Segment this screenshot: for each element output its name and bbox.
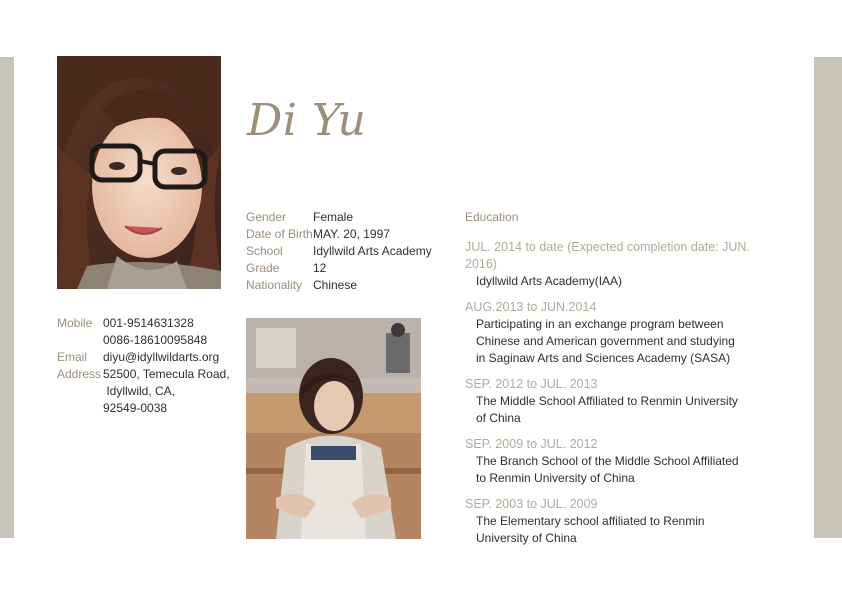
contact-row-address-3: [57, 400, 230, 417]
address-line: Idyllwild, CA,: [103, 384, 176, 398]
info-value: Idyllwild Arts Academy: [313, 244, 432, 258]
contact-label: Address: [57, 367, 102, 381]
mobile-number: 001-9514631328: [103, 316, 194, 330]
education-section: [465, 209, 785, 556]
info-value: 12: [313, 261, 327, 275]
info-label: School: [246, 244, 283, 258]
email-address[interactable]: diyu@idyllwildarts.org: [103, 350, 220, 364]
education-desc: The Middle School Affiliated to Renmin University: [476, 394, 738, 408]
info-label: Grade: [246, 261, 280, 275]
education-desc: Chinese and American government and studying: [476, 334, 735, 348]
info-row-nationality: [246, 277, 432, 294]
portrait-photo: [57, 56, 221, 289]
right-decor-band: [814, 57, 842, 538]
contact-label: Email: [57, 350, 88, 364]
info-row-gender: [246, 209, 432, 226]
education-entry: [465, 436, 785, 487]
education-desc: University of China: [476, 531, 577, 545]
info-row-dob: [246, 226, 432, 243]
mobile-number: 0086-18610095848: [103, 333, 208, 347]
education-date: JUL. 2014 to date (Expected completion date: JUN. 2016): [465, 240, 750, 271]
personal-info: [246, 209, 432, 294]
studio-photo: [246, 318, 421, 539]
person-name: Di Yu: [247, 95, 367, 146]
info-value: Chinese: [313, 278, 358, 292]
education-entry: [465, 299, 785, 367]
education-entry: [465, 239, 785, 290]
info-label: Date of Birth: [246, 227, 313, 241]
contact-row-email: [57, 349, 230, 366]
education-desc: to Renmin University of China: [476, 471, 635, 485]
address-line: 52500, Temecula Road,: [103, 367, 230, 381]
education-desc: The Branch School of the Middle School Affiliated: [476, 454, 739, 468]
info-value: MAY. 20, 1997: [313, 227, 390, 241]
contact-label: Mobile: [57, 316, 93, 330]
education-desc: in Saginaw Arts and Sciences Academy (SASA): [476, 351, 731, 365]
education-entry: [465, 496, 785, 547]
education-date: AUG.2013 to JUN.2014: [465, 300, 597, 314]
contact-info: [57, 315, 230, 417]
contact-row-address-2: [57, 383, 230, 400]
address-line: 92549-0038: [103, 401, 168, 415]
info-row-grade: [246, 260, 432, 277]
education-heading: Education: [465, 210, 519, 224]
contact-label-spacer: [57, 383, 103, 400]
education-entry: [465, 376, 785, 427]
contact-row-mobile-2: [57, 332, 230, 349]
education-desc: Idyllwild Arts Academy(IAA): [476, 274, 623, 288]
left-decor-band: [0, 57, 14, 538]
info-label: Gender: [246, 210, 287, 224]
education-desc: The Elementary school affiliated to Renmin: [476, 514, 705, 528]
info-row-school: [246, 243, 432, 260]
education-date: SEP. 2003 to JUL. 2009: [465, 497, 598, 511]
education-desc: Participating in an exchange program between: [476, 317, 724, 331]
education-date: SEP. 2012 to JUL. 2013: [465, 377, 598, 391]
contact-row-address: [57, 366, 230, 383]
education-date: SEP. 2009 to JUL. 2012: [465, 437, 598, 451]
contact-row-mobile: [57, 315, 230, 332]
contact-label-spacer: [57, 332, 103, 349]
contact-label-spacer: [57, 400, 103, 417]
info-label: Nationality: [246, 278, 303, 292]
info-value: Female: [313, 210, 354, 224]
education-desc: of China: [476, 411, 521, 425]
